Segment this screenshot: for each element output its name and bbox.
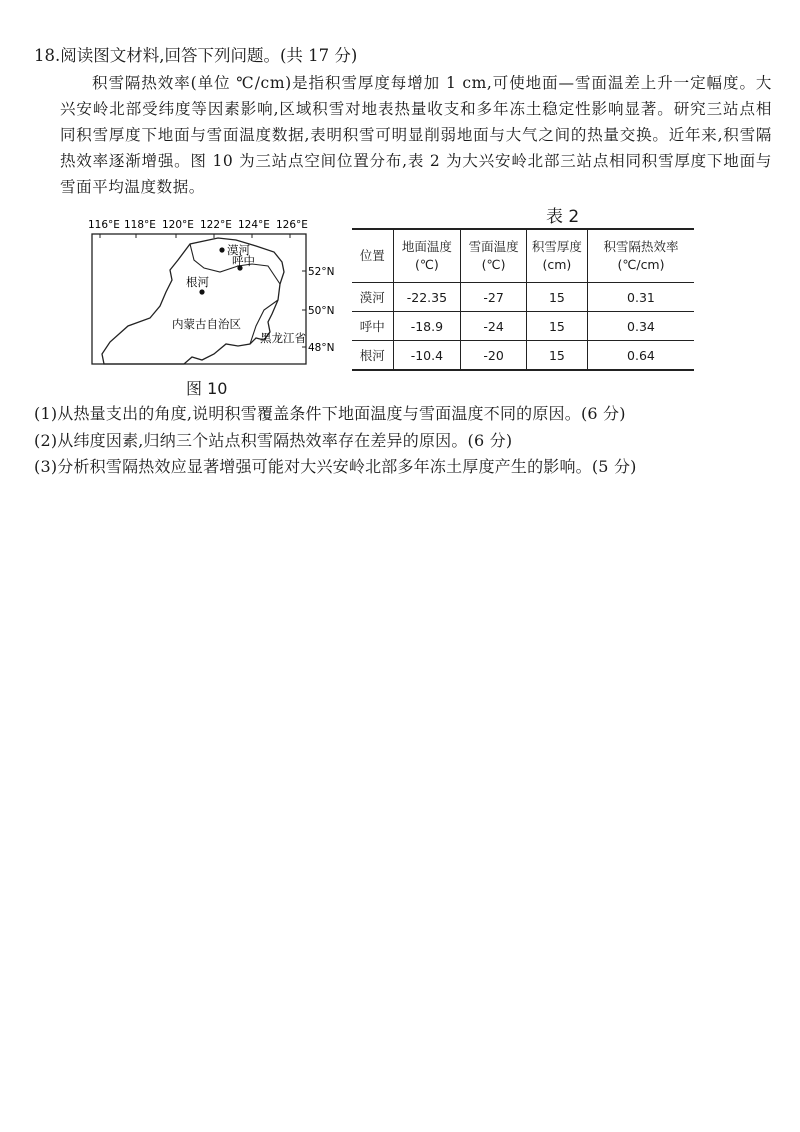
- lat-label: 50°N: [308, 305, 335, 317]
- station-label: 漠河: [227, 243, 250, 257]
- cell: 漠河: [352, 283, 393, 312]
- station-genhe-dot: [199, 289, 204, 294]
- lon-label: 126°E: [276, 219, 308, 231]
- header-cell: 雪面温度 (℃): [461, 229, 527, 283]
- data-table: [352, 228, 694, 371]
- station-label: 根河: [186, 275, 209, 289]
- cell: 15: [526, 341, 587, 371]
- lat-label: 48°N: [308, 342, 335, 354]
- table-row: [352, 312, 694, 341]
- cell: 呼中: [352, 312, 393, 341]
- cell: 0.64: [587, 341, 694, 371]
- question-header: 18.阅读图文材料,回答下列问题。(共 17 分): [34, 46, 358, 65]
- station-label: 呼中: [232, 254, 255, 268]
- subquestion-2: (2)从纬度因素,归纳三个站点积雪隔热效率存在差异的原因。(6 分): [34, 431, 513, 450]
- lon-label: 120°E: [162, 219, 194, 231]
- cell: -10.4: [393, 341, 461, 371]
- cell: -27: [461, 283, 527, 312]
- cell: -20: [461, 341, 527, 371]
- header-cell: 位置: [352, 229, 393, 283]
- lon-label: 118°E: [124, 219, 156, 231]
- cell: -22.35: [393, 283, 461, 312]
- cell: 0.31: [587, 283, 694, 312]
- figure-caption: 图 10: [186, 379, 228, 398]
- cell: 根河: [352, 341, 393, 371]
- subquestion-3: (3)分析积雪隔热效应显著增强可能对大兴安岭北部多年冻土厚度产生的影响。(5 分): [34, 457, 637, 476]
- question-intro: 积雪隔热效率(单位 ℃/cm)是指积雪厚度每增加 1 cm,可使地面—雪面温差上升一定幅度。大兴安岭北部受纬度等因素影响,区域积雪对地表热量收支和多年冻土稳定性影响显著。研究三站点相同积雪厚度下地面与雪面温度数据,表明积雪可明显削弱地面与大气之间的热量交换。近年来,积雪隔热效率逐渐增强。图 10 为三站点空间位置分布,表 2 为大兴安岭北部三站点相同积雪厚度下地面与雪面平均温度数据。: [60, 74, 772, 196]
- figure-map: [88, 214, 338, 394]
- header-cell: 积雪厚度 (cm): [526, 229, 587, 283]
- cell: 0.34: [587, 312, 694, 341]
- table-row: [352, 341, 694, 371]
- lon-label: 116°E: [88, 219, 120, 231]
- cell: 15: [526, 312, 587, 341]
- subquestion-1: (1)从热量支出的角度,说明积雪覆盖条件下地面温度与雪面温度不同的原因。(6 分): [34, 404, 626, 423]
- station-mohe-dot: [219, 247, 224, 252]
- table-header-row: [352, 229, 694, 283]
- lat-label: 52°N: [308, 266, 335, 278]
- region-label: 内蒙古自治区: [172, 317, 241, 331]
- header-cell: 地面温度 (℃): [393, 229, 461, 283]
- lon-label: 124°E: [238, 219, 270, 231]
- table-title: 表 2: [546, 207, 580, 227]
- lon-label: 122°E: [200, 219, 232, 231]
- header-cell: 积雪隔热效率 (℃/cm): [587, 229, 694, 283]
- cell: -24: [461, 312, 527, 341]
- cell: 15: [526, 283, 587, 312]
- table-row: [352, 283, 694, 312]
- region-label: 黑龙江省: [260, 331, 306, 345]
- cell: -18.9: [393, 312, 461, 341]
